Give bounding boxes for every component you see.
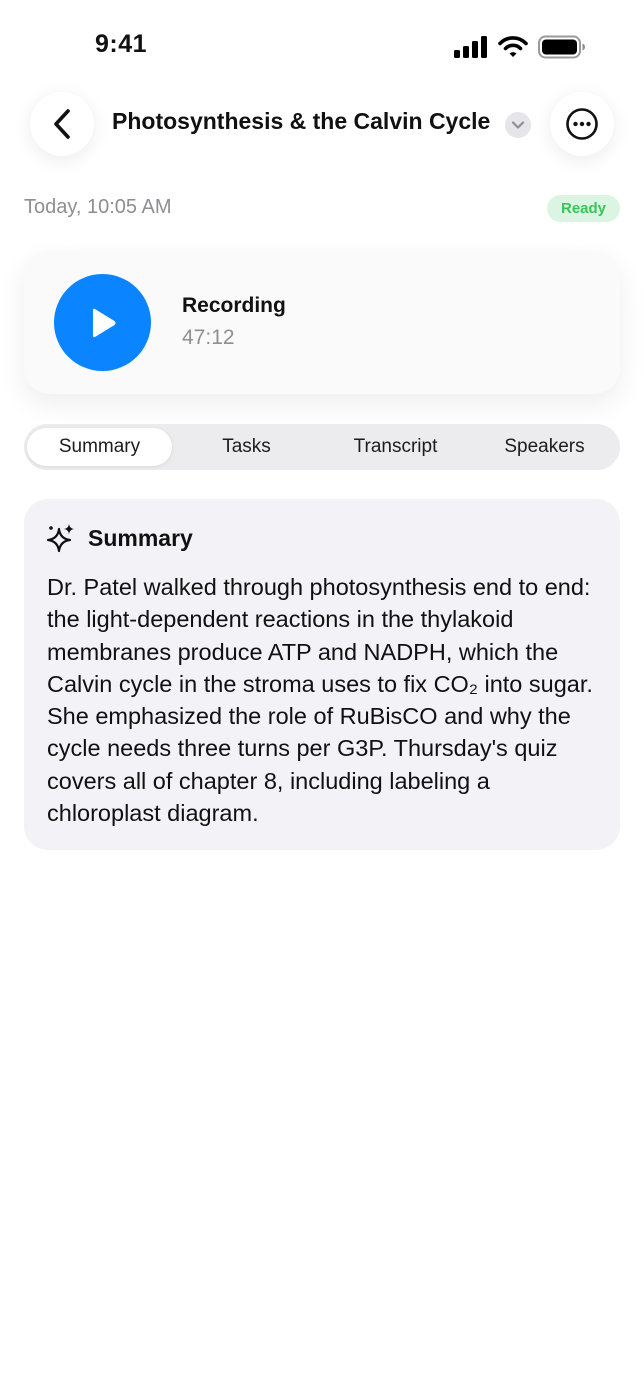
chevron-down-icon: [511, 120, 525, 130]
tab-summary[interactable]: Summary: [27, 428, 172, 466]
recording-duration: 47:12: [182, 326, 235, 349]
chevron-left-icon: [51, 108, 73, 140]
status-time: 9:41: [95, 30, 148, 58]
back-button[interactable]: [30, 92, 94, 156]
wifi-icon: [498, 36, 528, 58]
recording-title: Recording: [182, 294, 286, 317]
summary-card: [24, 499, 620, 850]
sparkle-icon: [46, 523, 76, 553]
summary-heading: Summary: [88, 525, 193, 551]
status-badge: Ready: [547, 195, 620, 222]
play-button[interactable]: [54, 274, 151, 371]
status-icons: [454, 35, 586, 59]
page-title[interactable]: Photosynthesis & the Calvin Cycle: [112, 108, 491, 134]
tab-tasks[interactable]: Tasks: [222, 436, 271, 457]
more-options-button[interactable]: [550, 92, 614, 156]
title-menu-button[interactable]: [505, 112, 531, 138]
tab-speakers[interactable]: Speakers: [504, 436, 585, 457]
ellipsis-circle-icon: [565, 107, 599, 141]
recording-card: [24, 251, 620, 394]
tab-bar: [24, 424, 620, 470]
play-icon: [88, 307, 118, 339]
battery-icon: [538, 35, 586, 59]
signal-icon: [454, 36, 488, 58]
summary-text: Dr. Patel walked through photosynthesis end to end: the light-dependent reactions in the thylakoid membranes produce ATP and NADPH, which the Calvin cycle in the stroma uses to fix CO₂ into sugar. She emphasized the role of RuBisCO and why the cycle needs three turns per G3P. Thursday's quiz covers all of chapter 8, including labeling a chloroplast diagram.: [47, 574, 593, 827]
recording-date: Today, 10:05 AM: [24, 196, 172, 218]
status-bar: [0, 0, 644, 90]
tab-transcript[interactable]: Transcript: [353, 436, 438, 457]
